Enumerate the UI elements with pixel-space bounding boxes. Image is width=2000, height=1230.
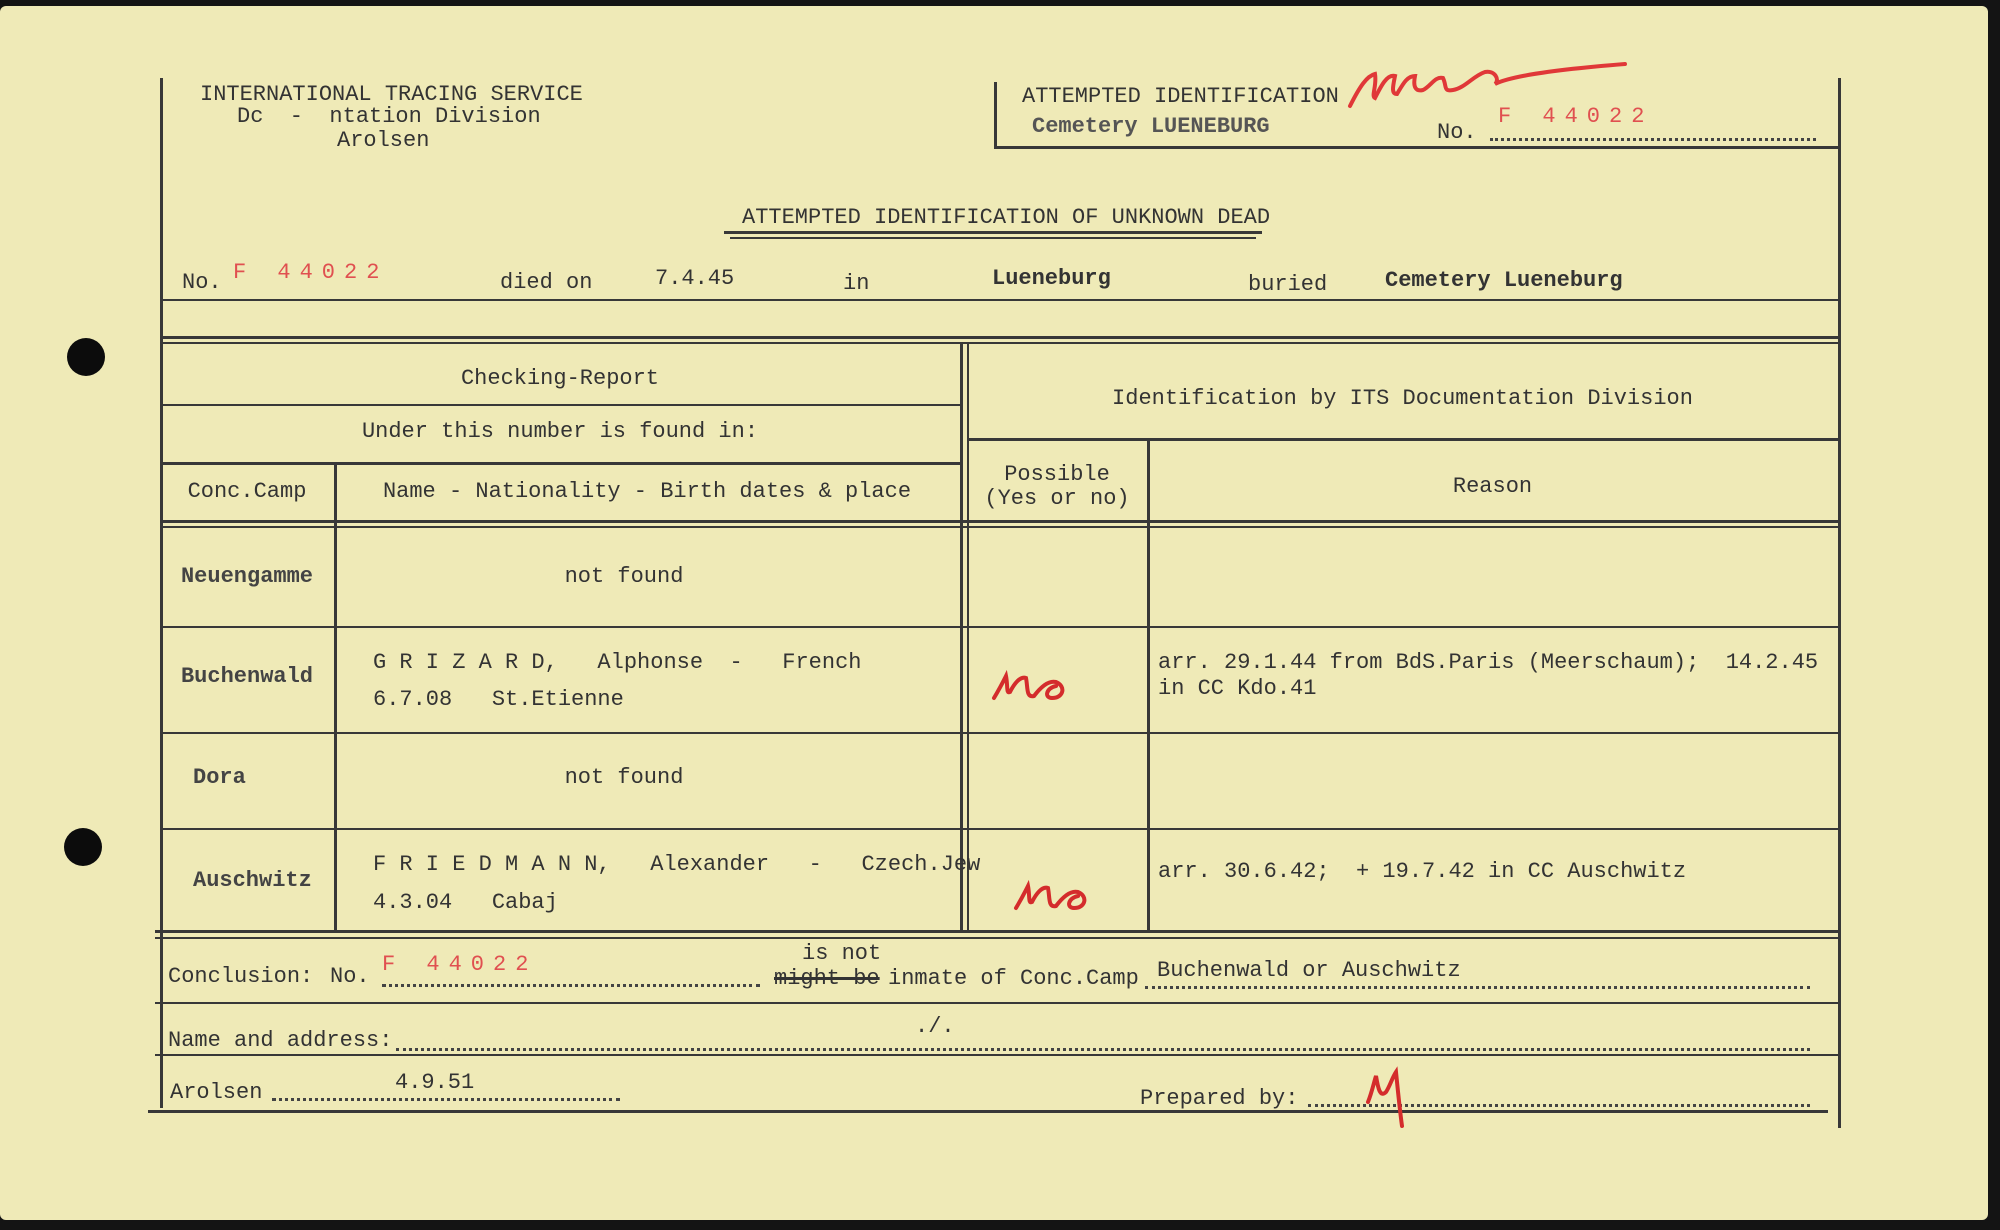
- col-header-possible-1: Possible: [1004, 462, 1110, 487]
- header-row-line-2: [160, 526, 1838, 528]
- org-line-1: INTERNATIONAL TRACING SERVICE: [200, 82, 583, 107]
- header-box-cemetery: Cemetery LUENEBURG: [1032, 114, 1270, 139]
- conclusion-no-label: No.: [330, 964, 370, 989]
- frame-bottom: [148, 1110, 1828, 1113]
- header-no-value: F 44022: [1498, 104, 1654, 129]
- header-no-dots: [1490, 138, 1816, 141]
- col-divider-camp: [334, 463, 337, 932]
- row-3-bottom: [160, 828, 1838, 830]
- footer-place: Arolsen: [170, 1080, 263, 1105]
- row-1-camp: Neuengamme: [180, 564, 314, 589]
- prepared-initial: [1372, 1086, 1379, 1098]
- handwritten-note: [1420, 62, 1449, 74]
- org-line-3: Arolsen: [337, 128, 430, 153]
- conclusion-camps: Buchenwald or Auschwitz: [1157, 958, 1461, 983]
- record-line: [160, 299, 1838, 301]
- record-card: [0, 6, 1988, 1220]
- in-label: in: [843, 271, 870, 296]
- footer-date-dots: [272, 1098, 620, 1101]
- row-1-name: not found: [564, 564, 684, 589]
- col-header-possible-2: (Yes or no): [984, 486, 1130, 511]
- identification-title-line: [967, 438, 1838, 441]
- row-2-name-line-1: G R I Z A R D, Alphonse - French: [373, 650, 862, 675]
- col-divider-main-2: [967, 342, 969, 932]
- died-label: died on: [500, 270, 593, 295]
- name-address-line: [155, 1054, 1838, 1056]
- header-row-line-1: [160, 520, 1838, 523]
- checking-subtitle-line: [160, 462, 960, 465]
- record-no-value: F 44022: [233, 260, 389, 285]
- table-bottom-2: [155, 937, 1838, 939]
- record-no-label: No.: [182, 270, 222, 295]
- header-box-bottom: [994, 146, 1838, 149]
- row-4-possible-scribble: [1012, 868, 1102, 918]
- org-line-2: Dc - ntation Division: [237, 104, 541, 129]
- punch-hole-bottom: [64, 828, 102, 866]
- table-top-1: [160, 336, 1838, 339]
- header-no-label: No.: [1437, 120, 1477, 145]
- table-bottom-1: [155, 930, 1838, 933]
- row-4-camp: Auschwitz: [193, 868, 312, 893]
- title-underline-1: [724, 231, 1262, 234]
- conclusion-might-be: might be: [774, 966, 880, 991]
- conclusion-no-value: F 44022: [382, 952, 538, 977]
- frame-left: [160, 78, 163, 1108]
- row-3-camp: Dora: [193, 765, 246, 790]
- conclusion-inmate-text: inmate of Conc.Camp: [888, 966, 1139, 991]
- table-top-2: [160, 342, 1838, 344]
- checking-subtitle: Under this number is found in:: [361, 419, 759, 444]
- col-header-camp: Conc.Camp: [187, 479, 307, 504]
- row-4-name-line-2: 4.3.04 Cabaj: [373, 890, 558, 915]
- punch-hole-top: [67, 338, 105, 376]
- buried-label: buried: [1248, 272, 1328, 297]
- title-underline-2: [730, 237, 1256, 239]
- row-1-bottom: [160, 626, 1838, 628]
- frame-right: [1838, 78, 1841, 1128]
- conclusion-label: Conclusion:: [168, 964, 314, 989]
- row-2-reason-line-2: in CC Kdo.41: [1158, 676, 1317, 701]
- row-2-possible: [1010, 674, 1024, 686]
- buried-value: Cemetery Lueneburg: [1385, 268, 1623, 293]
- header-box-title: ATTEMPTED IDENTIFICATION: [1022, 84, 1339, 109]
- row-4-name-line-1: F R I E D M A N N, Alexander - Czech.Jew: [373, 852, 981, 877]
- col-header-name: Name - Nationality - Birth dates & place: [382, 479, 912, 504]
- conclusion-no-dots: [382, 984, 760, 987]
- in-value: Lueneburg: [992, 266, 1111, 291]
- row-4-reason-line-1: arr. 30.6.42; + 19.7.42 in CC Auschwitz: [1158, 859, 1687, 884]
- col-divider-main: [960, 342, 963, 932]
- handwritten-note-scribble: [1345, 46, 1635, 116]
- col-divider-possible: [1147, 439, 1150, 932]
- conclusion-camp-dots: [1145, 986, 1810, 989]
- checking-title-line: [160, 404, 960, 406]
- row-2-bottom: [160, 732, 1838, 734]
- name-address-label: Name and address:: [168, 1028, 393, 1053]
- prepared-label: Prepared by:: [1140, 1086, 1299, 1111]
- conclusion-line: [155, 1002, 1838, 1004]
- identification-title: Identification by ITS Documentation Division: [1112, 386, 1693, 411]
- footer-date: 4.9.51: [395, 1070, 475, 1095]
- died-value: 7.4.45: [655, 266, 735, 291]
- name-address-value: ./.: [915, 1014, 955, 1039]
- row-2-name-line-2: 6.7.08 St.Etienne: [373, 687, 624, 712]
- col-header-reason: Reason: [1452, 474, 1533, 499]
- header-box-left: [994, 82, 997, 148]
- form-title: ATTEMPTED IDENTIFICATION OF UNKNOWN DEAD: [742, 205, 1271, 230]
- row-2-possible-scribble: [990, 658, 1080, 708]
- row-2-reason-line-1: arr. 29.1.44 from BdS.Paris (Meerschaum); 14.2.45: [1158, 650, 1819, 675]
- row-3-name: not found: [564, 765, 684, 790]
- conclusion-is-not: is not: [802, 941, 882, 966]
- checking-title: Checking-Report: [460, 366, 660, 391]
- prepared-initial-scribble: [1362, 1062, 1412, 1132]
- row-4-possible: [1032, 884, 1046, 896]
- row-2-camp: Buchenwald: [180, 664, 314, 689]
- name-address-dots: [396, 1048, 1810, 1051]
